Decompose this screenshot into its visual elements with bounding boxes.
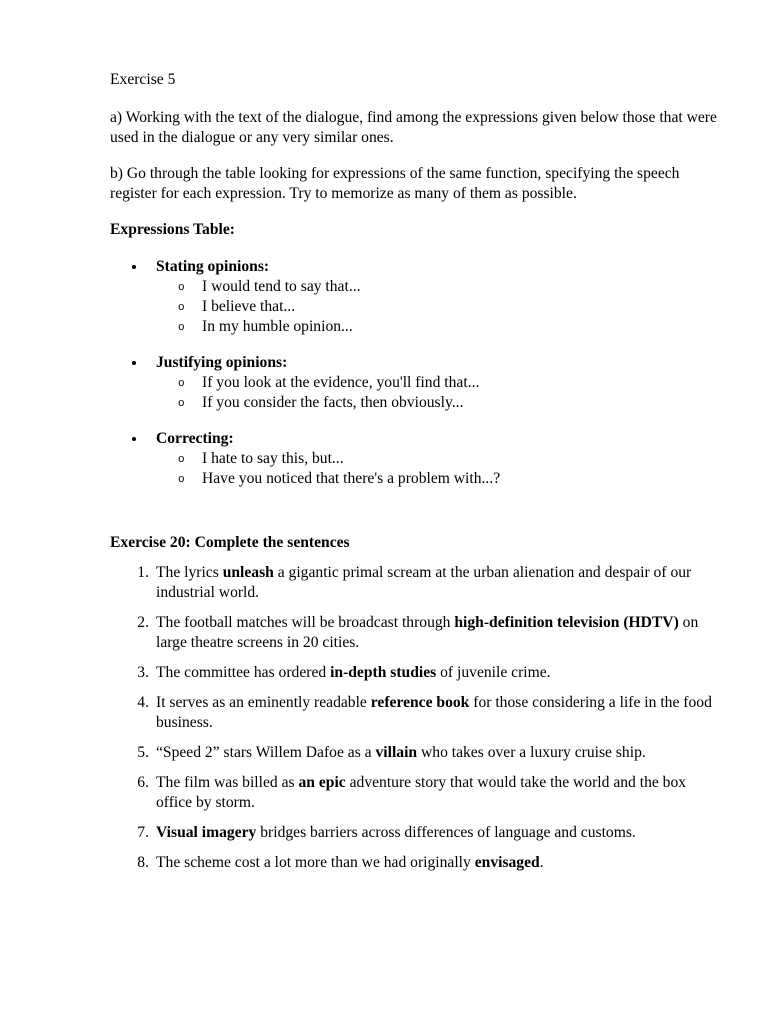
category-label: Correcting: <box>156 430 234 447</box>
category-stating-opinions <box>110 257 720 337</box>
sentence-item: 6. The film was billed as an epic adventure story that would take the world and the box office by storm. <box>110 773 720 813</box>
sentence-item: 4. It serves as an eminently readable reference book for those considering a life in the food business. <box>110 693 720 733</box>
key-term: envisaged <box>474 854 540 871</box>
instruction-a: a) Working with the text of the dialogue, find among the expressions given below those that were used in the dialogue or any very similar ones. <box>110 109 717 146</box>
sentence-number: 6. <box>137 774 149 791</box>
key-term: villain <box>375 744 418 761</box>
expression-item: o I believe that... <box>156 297 720 317</box>
sentence-item: 1. The lyrics unleash a gigantic primal scream at the urban alienation and despair of our industrial world. <box>110 563 720 603</box>
sentence-item: 5. “Speed 2” stars Willem Dafoe as a villain who takes over a luxury cruise ship. <box>110 743 720 763</box>
expression-item: o I would tend to say that... <box>156 277 720 297</box>
sentence-number: 8. <box>137 854 149 871</box>
key-term: unleash <box>222 564 274 581</box>
expression-sublist <box>156 373 720 413</box>
category-label: Stating opinions: <box>156 258 270 275</box>
circle-bullet-icon: o <box>178 474 185 486</box>
sentence-number: 1. <box>137 564 149 581</box>
exercise-20-heading: Exercise 20: Complete the sentences <box>110 534 350 551</box>
expression-item: o If you consider the facts, then obviously... <box>156 393 720 413</box>
expression-sublist <box>156 449 720 489</box>
document-page <box>110 70 720 883</box>
key-term: an epic <box>298 774 346 791</box>
sentence-item: 8. The scheme cost a lot more than we had originally envisaged. <box>110 853 720 873</box>
sentence-number: 4. <box>137 694 149 711</box>
circle-bullet-icon: o <box>178 454 185 466</box>
expression-item: o In my humble opinion... <box>156 317 720 337</box>
exercise-5-title: Exercise 5 <box>110 71 176 88</box>
sentence-item: 2. The football matches will be broadcast through high-definition television (HDTV) on large theatre screens in 20 cities. <box>110 613 720 653</box>
expressions-list <box>110 257 720 489</box>
instruction-b: b) Go through the table looking for expressions of the same function, specifying the speech register for each expression. Try to memorize as many of them as possible. <box>110 165 680 202</box>
sentence-number: 3. <box>137 664 149 681</box>
sentence-list <box>110 563 720 873</box>
circle-bullet-icon: o <box>178 282 185 294</box>
expression-item: o If you look at the evidence, you'll find that... <box>156 373 720 393</box>
sentence-number: 5. <box>137 744 149 761</box>
key-term: reference book <box>370 694 470 711</box>
circle-bullet-icon: o <box>178 322 185 334</box>
expressions-table-heading: Expressions Table: <box>110 221 235 238</box>
category-label: Justifying opinions: <box>156 354 288 371</box>
expression-sublist <box>156 277 720 337</box>
key-term: Visual imagery <box>156 824 257 841</box>
sentence-item: 7. Visual imagery bridges barriers across differences of language and customs. <box>110 823 720 843</box>
category-correcting <box>110 429 720 489</box>
circle-bullet-icon: o <box>178 398 185 410</box>
category-justifying-opinions <box>110 353 720 413</box>
expression-item: o Have you noticed that there's a problem with...? <box>156 469 720 489</box>
key-term: high-definition television (HDTV) <box>454 614 679 631</box>
expression-item: o I hate to say this, but... <box>156 449 720 469</box>
sentence-item: 3. The committee has ordered in-depth studies of juvenile crime. <box>110 663 720 683</box>
sentence-number: 2. <box>137 614 149 631</box>
sentence-number: 7. <box>137 824 149 841</box>
circle-bullet-icon: o <box>178 378 185 390</box>
key-term: in-depth studies <box>330 664 437 681</box>
circle-bullet-icon: o <box>178 302 185 314</box>
